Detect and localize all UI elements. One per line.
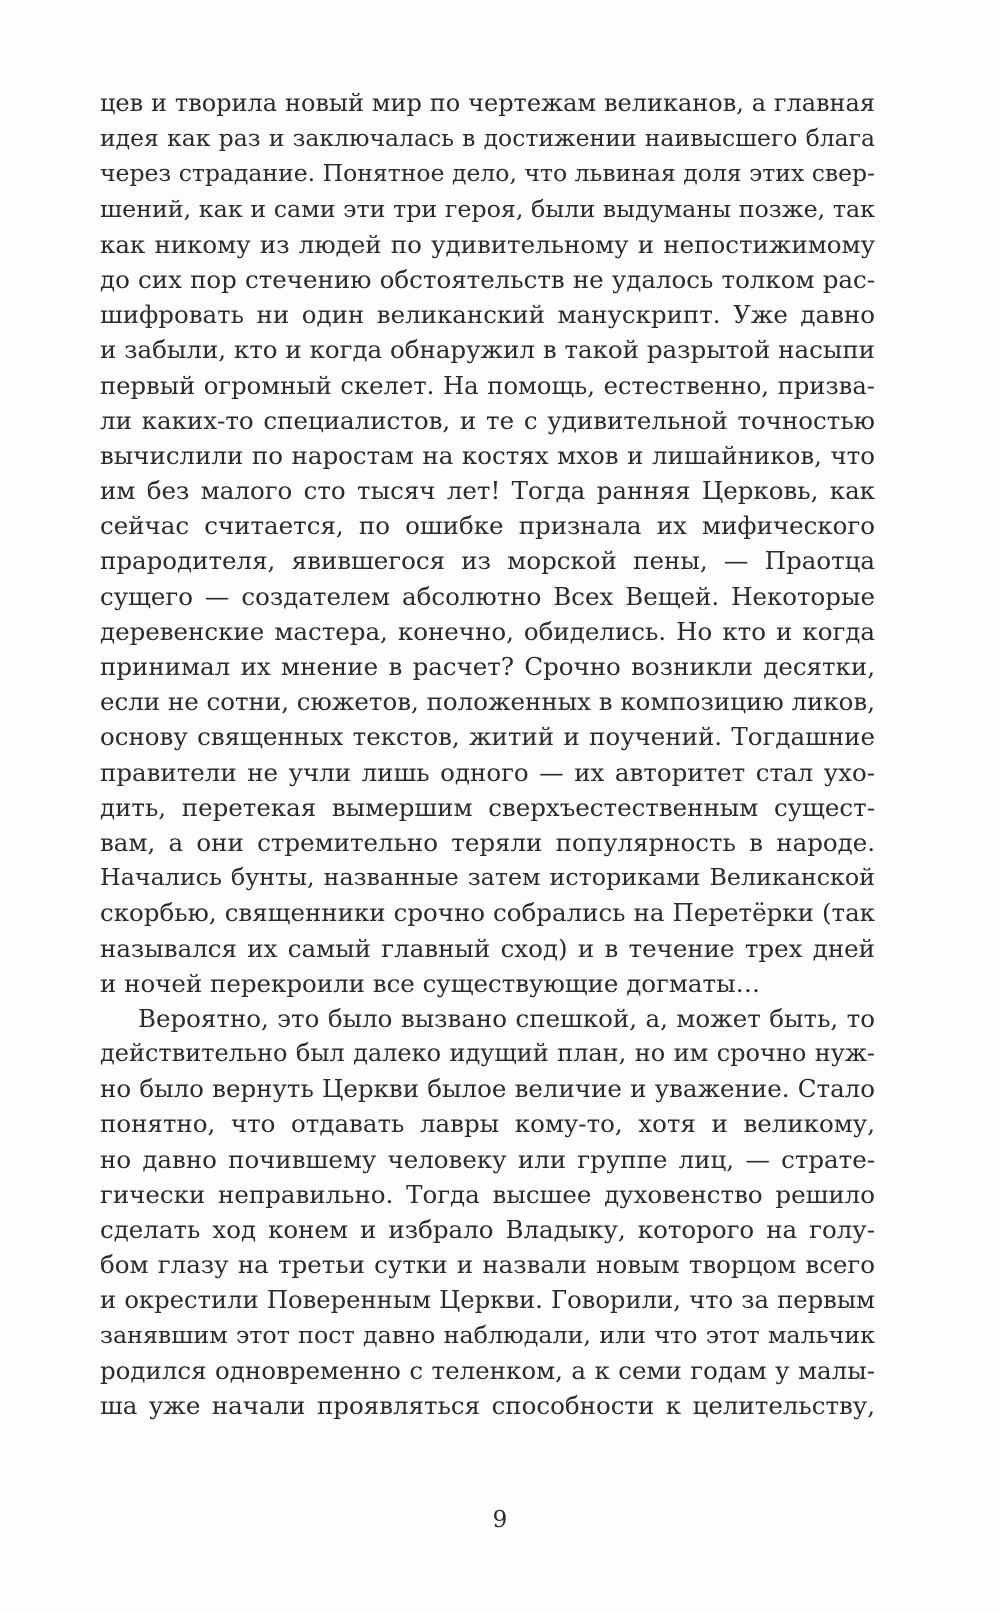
text-line: но было вернуть Церкви былое величие и уважение. Стало — [100, 1074, 875, 1104]
text-line: Вероятно, это было вызвано спешкой, а, может быть, то — [138, 1003, 875, 1033]
text-line: сделать ход конем и избрало Владыку, которого на голу- — [100, 1215, 875, 1244]
text-line: и ночей перекроили все существующие догматы… — [100, 968, 761, 998]
text-line: шений, как и сами эти три героя, были выдуманы позже, так — [100, 194, 875, 223]
text-line: занявшим этот пост давно наблюдали, или что этот мальчик — [100, 1320, 875, 1349]
text-line: вычислили по наростам на костях мхов и лишайников, что — [100, 440, 875, 470]
text-line: но давно почившему человеку или группе лиц, — страте- — [100, 1144, 875, 1174]
text-line: Начались бунты, названные затем историками Великанской — [100, 863, 875, 892]
text-line: до сих пор стечению обстоятельств не удалось толком рас- — [100, 264, 875, 294]
paragraph-2 — [100, 1001, 875, 1423]
text-line: правители не учли лишь одного — их авторитет стал ухо- — [100, 757, 875, 787]
text-line: и забыли, кто и когда обнаружил в такой разрытой насыпи — [100, 335, 875, 365]
text-line: если не сотни, сюжетов, положенных в композицию ликов, — [100, 687, 875, 717]
text-line: ли каких-то специалистов, и те с удивительной точностью — [100, 405, 875, 435]
text-line: действительно был далеко идущий план, но им срочно нуж- — [100, 1039, 875, 1068]
text-line: ша уже начали проявляться способности к целительству, — [100, 1390, 875, 1420]
text-line: сейчас считается, по ошибке признала их мифического — [100, 511, 875, 541]
text-line: гически неправильно. Тогда высшее духовенство решило — [100, 1179, 875, 1209]
text-line: и окрестили Поверенным Церкви. Говорили, что за первым — [100, 1285, 875, 1315]
text-line: идея как раз и заключалась в достижении наивысшего блага — [100, 124, 875, 153]
text-line: понятно, что отдавать лавры кому-то, хотя и великому, — [100, 1109, 875, 1139]
text-line: вам, а они стремительно теряли популярность в народе. — [100, 827, 875, 857]
text-line: основу священных текстов, житий и поучений. Тогдашние — [100, 722, 875, 752]
paragraph-1 — [100, 86, 875, 1001]
text-line: через страдание. Понятное дело, что львиная доля этих свер- — [100, 159, 875, 188]
text-line: принимал их мнение в расчет? Срочно возникли десятки, — [100, 652, 875, 681]
text-line: как никому из людей по удивительному и непостижимому — [100, 229, 875, 259]
text-line: прародителя, явившегося из морской пены, — Праотца — [100, 546, 875, 576]
body-text — [100, 86, 875, 1423]
page-number: 9 — [492, 1507, 508, 1533]
text-line: им без малого сто тысяч лет! Тогда ранняя Церковь, как — [100, 476, 875, 506]
text-line: первый огромный скелет. На помощь, естественно, призва- — [100, 370, 875, 400]
text-line: скорбью, священники срочно собрались на Перетёрки (так — [100, 898, 875, 928]
text-line: дить, перетекая вымершим сверхъестественным сущест- — [100, 792, 875, 822]
text-line: сущего — создателем абсолютно Всех Вещей. Некоторые — [100, 581, 875, 611]
text-line: бом глазу на третьи сутки и назвали новым творцом всего — [100, 1250, 875, 1280]
text-line: назывался их самый главный сход) и в течение трех дней — [100, 933, 875, 963]
text-line: родился одновременно с теленком, а к семи годам у малы- — [100, 1355, 875, 1385]
text-line: шифровать ни один великанский манускрипт. Уже давно — [100, 300, 875, 330]
text-line: деревенские мастера, конечно, обиделись. Но кто и когда — [100, 616, 875, 646]
text-line: цев и творила новый мир по чертежам великанов, а главная — [100, 89, 875, 117]
